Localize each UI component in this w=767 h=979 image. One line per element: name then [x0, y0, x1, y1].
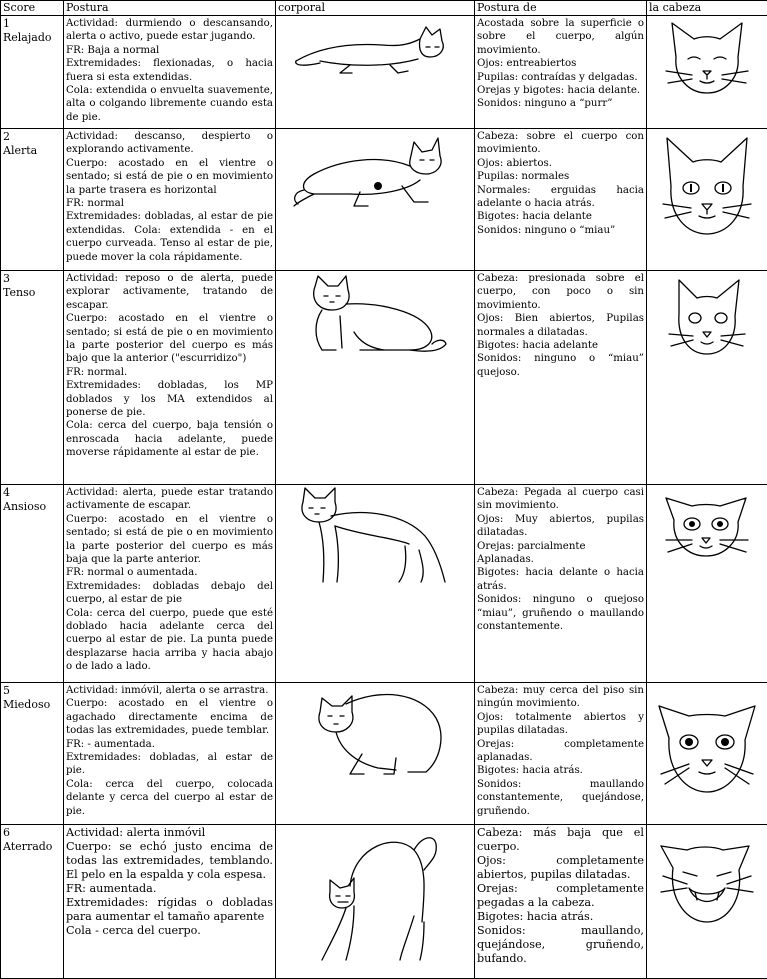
head-posture-image — [647, 683, 767, 825]
body-posture-text: Actividad: reposo o de alerta, puede explorar activamente, tratando de escapar. Cuerpo: acostado en el vientre o sentado; si está de pie o en movimiento la parte posterior del cuerpo es más bajo que la anterior ("escurridizo") FR: normal. Extremidades: dobladas, los MP doblados y los MA extendidos al ponerse de pie. Cola: cerca del cuerpo, baja tensión o enroscada hacia adelante, puede moverse rápidamente al estar de pie. — [64, 271, 276, 485]
header-postura-de: Postura de — [475, 1, 647, 16]
table-row-ansioso — [1, 485, 767, 683]
head-posture-image — [647, 16, 767, 129]
lying-alert-cat-icon — [290, 130, 460, 210]
head-posture-image — [647, 485, 767, 683]
score-label: Tenso — [3, 286, 61, 300]
tense-cat-head-icon — [665, 272, 749, 366]
score-cell — [1, 485, 64, 683]
score-label: Aterrado — [3, 840, 61, 854]
lying-relaxed-cat-icon — [290, 17, 460, 77]
score-label: Alerta — [3, 144, 61, 158]
score-label: Ansioso — [3, 500, 61, 514]
table-row-aterrado — [1, 825, 767, 979]
score-number: 2 — [3, 130, 61, 144]
body-posture-image — [276, 485, 475, 683]
score-number: 6 — [3, 826, 61, 840]
body-posture-text: Actividad: alerta, puede estar tratando activamente de escapar. Cuerpo: acostado en el vientre o sentado; si está de pie o en movimiento la parte posterior del cuerpo es más baja que la parte anterior. FR: normal o aumentada. Extremidades: dobladas debajo del cuerpo, al estar de pie Cola: cerca del cuerpo, puede que esté doblado hacia adelante cerca del cuerpo al estar de pie. La punta puede desplazarse hacia arriba y hacia abajo o de lado a lado. — [64, 485, 276, 683]
score-cell — [1, 683, 64, 825]
head-posture-text: Cabeza: más baja que el cuerpo. Ojos: completamente abiertos, pupilas dilatadas. Orejas: completamente pegadas a la cabeza. Bigotes: hacia atrás. Sonidos: maullando, quejándose, gruñendo, bufando. — [475, 825, 647, 979]
head-posture-text: Cabeza: Pegada al cuerpo casi sin movimiento. Ojos: Muy abiertos, pupilas dilatadas. Orejas: parcialmente Aplanadas. Bigotes: hacia delante o hacia atrás. Sonidos: ninguno o quejoso “miau”, gruñendo o maullando constantemente. — [475, 485, 647, 683]
table-row-alerta — [1, 129, 767, 271]
head-posture-image — [647, 271, 767, 485]
score-label: Relajado — [3, 31, 61, 45]
body-posture-image — [276, 129, 475, 271]
score-cell — [1, 16, 64, 129]
body-posture-text: Actividad: descanso, despierto o explorando activamente. Cuerpo: acostado en el vientre o sentado; si está de pie o en movimiento la parte trasera es horizontal FR: normal Extremidades: dobladas, al estar de pie extendidas. Cola: extendida - en el cuerpo curveada. Tenso al estar de pie, puede mover la cola rápidamente. — [64, 129, 276, 271]
crouching-fearful-cat-icon — [300, 684, 450, 780]
anxious-cat-head-icon — [662, 486, 752, 562]
standing-anxious-cat-icon — [295, 486, 455, 586]
body-posture-image — [276, 271, 475, 485]
header-postura: Postura — [64, 1, 276, 16]
alert-cat-head-icon — [659, 130, 755, 248]
table-row-tenso — [1, 271, 767, 485]
head-posture-text: Cabeza: presionada sobre el cuerpo, con poco o sin movimiento. Ojos: Bien abiertos, Pupilas normales a dilatadas. Bigotes: hacia adelante Sonidos: ninguno o “miau” quejoso. — [475, 271, 647, 485]
score-cell — [1, 825, 64, 979]
score-number: 5 — [3, 684, 61, 698]
relaxed-cat-head-icon — [662, 17, 752, 99]
score-label: Miedoso — [3, 698, 61, 712]
head-posture-image — [647, 825, 767, 979]
header-corporal: corporal — [276, 1, 475, 16]
fearful-cat-head-icon — [655, 684, 759, 806]
body-posture-image — [276, 16, 475, 129]
head-posture-image — [647, 129, 767, 271]
head-posture-text: Cabeza: sobre el cuerpo con movimiento. Ojos: abiertos. Pupilas: normales Normales: erguidas hacia adelante o hacia atrás. Bigotes: hacia delante Sonidos: ninguno o “miau” — [475, 129, 647, 271]
score-number: 4 — [3, 486, 61, 500]
header-la-cabeza: la cabeza — [647, 1, 767, 16]
crouching-tense-cat-icon — [300, 272, 450, 358]
header-row — [1, 1, 767, 16]
body-posture-image — [276, 683, 475, 825]
head-posture-text: Acostada sobre la superficie o sobre el cuerpo, algún movimiento. Ojos: entreabiertos Pupilas: contraídas y delgadas. Orejas y bigotes: hacia delante. Sonidos: ninguno a “purr” — [475, 16, 647, 129]
table-row-miedoso — [1, 683, 767, 825]
head-posture-text: Cabeza: muy cerca del piso sin ningún movimiento. Ojos: totalmente abiertos y pupilas dilatadas. Orejas: completamente aplanadas. Bigotes: hacia atrás. Sonidos: maullando constantemente, quejándose, gruñendo. — [475, 683, 647, 825]
body-posture-image — [276, 825, 475, 979]
header-score: Score — [1, 1, 64, 16]
arched-terrified-cat-icon — [310, 826, 440, 966]
score-cell — [1, 271, 64, 485]
body-posture-text: Actividad: alerta inmóvil Cuerpo: se echó justo encima de todas las extremidades, temblando. El pelo en la espalda y cola espesa. FR: aumentada. Extremidades: rígidas o dobladas para aumentar el tamaño aparente Cola - cerca del cuerpo. — [64, 825, 276, 979]
score-number: 1 — [3, 17, 61, 31]
score-cell — [1, 129, 64, 271]
score-number: 3 — [3, 272, 61, 286]
body-posture-text: Actividad: durmiendo o descansando, alerta o activo, puede estar jugando. FR: Baja a normal Extremidades: flexionadas, o hacia fuera si esta extendidas. Cola: extendida o envuelta suavemente, alta o colgando libremente cuando esta de pie. — [64, 16, 276, 129]
body-posture-text: Actividad: inmóvil, alerta o se arrastra. Cuerpo: acostado en el vientre o agachado directamente encima de todas las extremidades, puede temblar. FR: - aumentada. Extremidades: dobladas, al estar de pie. Cola: cerca del cuerpo, colocada delante y cerca del cuerpo al estar de pie. — [64, 683, 276, 825]
table-row-relajado — [1, 16, 767, 129]
hissing-cat-head-icon — [657, 826, 757, 936]
